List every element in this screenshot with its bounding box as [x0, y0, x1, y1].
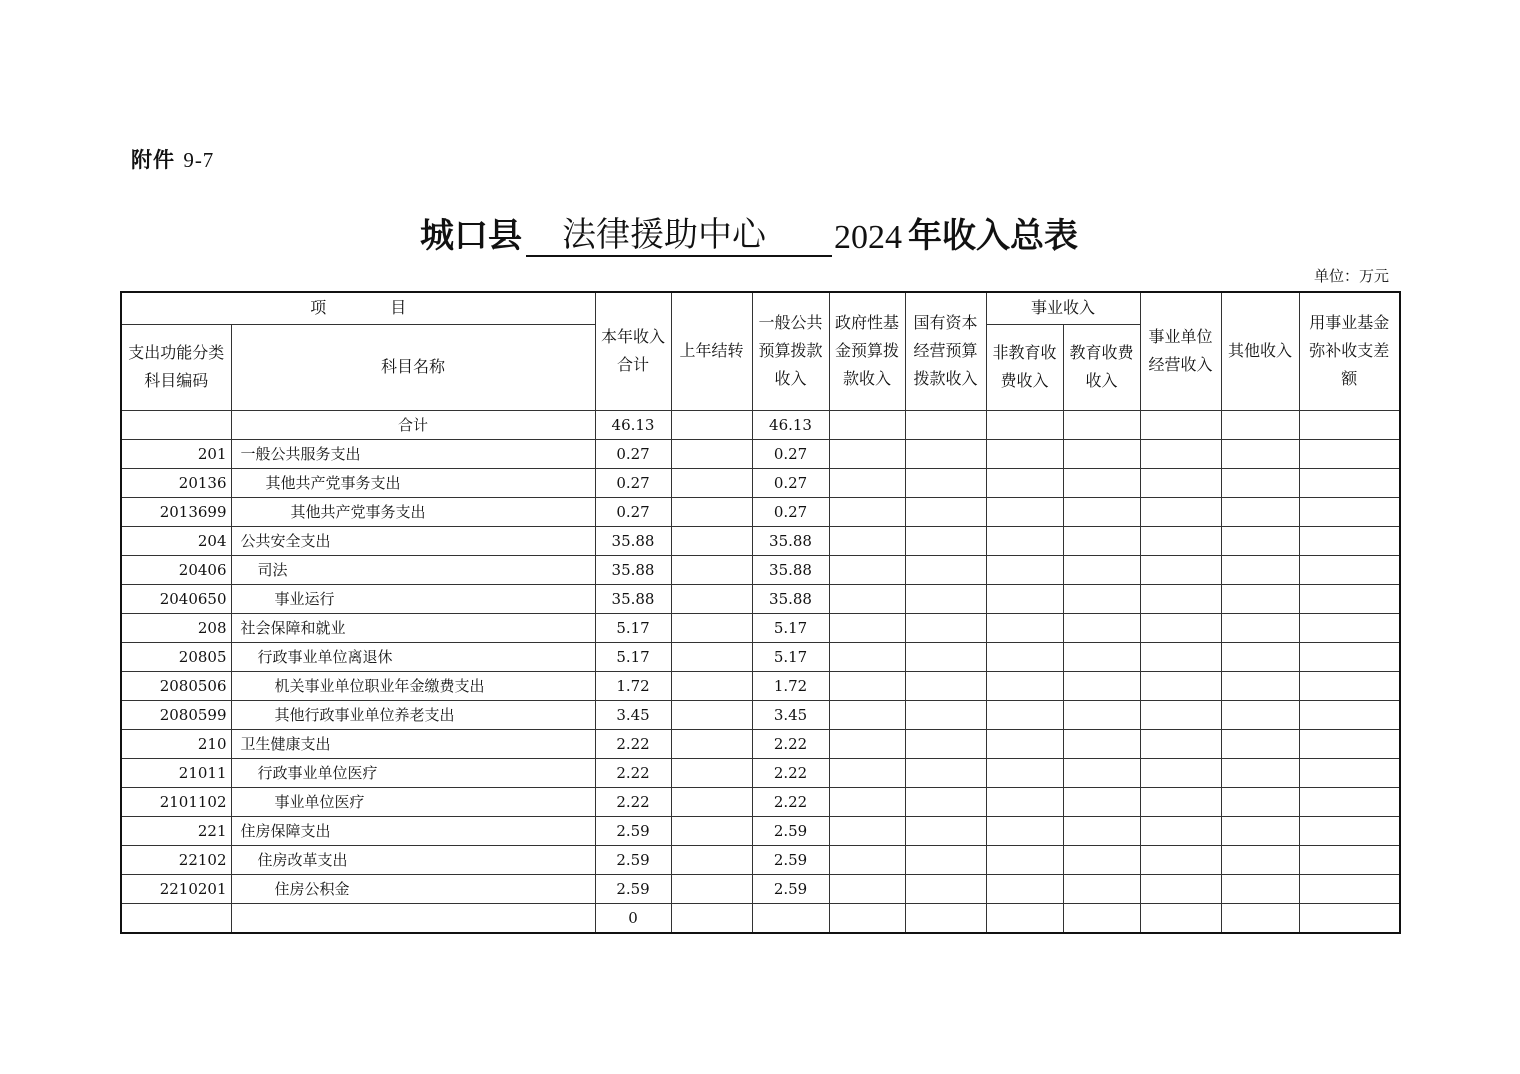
header-item: 项 目	[121, 292, 595, 324]
title-year: 2024	[834, 219, 902, 256]
income-summary-table	[120, 291, 1401, 934]
table-row: 2101102 事业单位医疗 2.22 2.22	[121, 787, 1400, 816]
table-row: 22102 住房改革支出 2.59 2.59	[121, 845, 1400, 874]
table-row-empty: 0	[121, 903, 1400, 933]
table-row: 2040650 事业运行 35.88 35.88	[121, 584, 1400, 613]
table-row: 201 一般公共服务支出 0.27 0.27	[121, 439, 1400, 468]
table-row: 2080506 机关事业单位职业年金缴费支出 1.72 1.72	[121, 671, 1400, 700]
page-title	[420, 208, 1078, 257]
table-row: 221 住房保障支出 2.59 2.59	[121, 816, 1400, 845]
table-row: 20805 行政事业单位离退休 5.17 5.17	[121, 642, 1400, 671]
header-general-budget: 一般公共预算拨款收入	[752, 292, 829, 410]
header-carryover: 上年结转	[671, 292, 752, 410]
attachment-label: 附件 9-7	[131, 148, 215, 172]
header-total: 本年收入合计	[595, 292, 671, 410]
header-business-unit: 事业单位经营收入	[1140, 292, 1221, 410]
table-row-total: 合计 46.13 46.13	[121, 410, 1400, 439]
table-row: 210 卫生健康支出 2.22 2.22	[121, 729, 1400, 758]
table-row: 2210201 住房公积金 2.59 2.59	[121, 874, 1400, 903]
header-state-capital: 国有资本经营预算拨款收入	[905, 292, 986, 410]
title-unit-name: 法律援助中心	[526, 215, 832, 257]
unit-label: 单位：万元	[1313, 267, 1389, 285]
table-row: 20406 司法 35.88 35.88	[121, 555, 1400, 584]
header-gov-fund: 政府性基金预算拨款收入	[829, 292, 905, 410]
table-row: 20136 其他共产党事务支出 0.27 0.27	[121, 468, 1400, 497]
table-row: 2080599 其他行政事业单位养老支出 3.45 3.45	[121, 700, 1400, 729]
table-row: 2013699 其他共产党事务支出 0.27 0.27	[121, 497, 1400, 526]
title-suffix: 年收入总表	[908, 216, 1078, 256]
header-code: 支出功能分类科目编码	[121, 324, 231, 410]
header-name: 科目名称	[231, 324, 595, 410]
table-row: 204 公共安全支出 35.88 35.88	[121, 526, 1400, 555]
header-non-edu: 非教育收费收入	[986, 324, 1063, 410]
header-fund-offset: 用事业基金弥补收支差额	[1299, 292, 1400, 410]
header-edu: 教育收费收入	[1063, 324, 1140, 410]
header-business-income: 事业收入	[986, 292, 1140, 324]
title-county: 城口县	[420, 216, 522, 256]
header-other: 其他收入	[1221, 292, 1299, 410]
table-row: 208 社会保障和就业 5.17 5.17	[121, 613, 1400, 642]
table-row: 21011 行政事业单位医疗 2.22 2.22	[121, 758, 1400, 787]
